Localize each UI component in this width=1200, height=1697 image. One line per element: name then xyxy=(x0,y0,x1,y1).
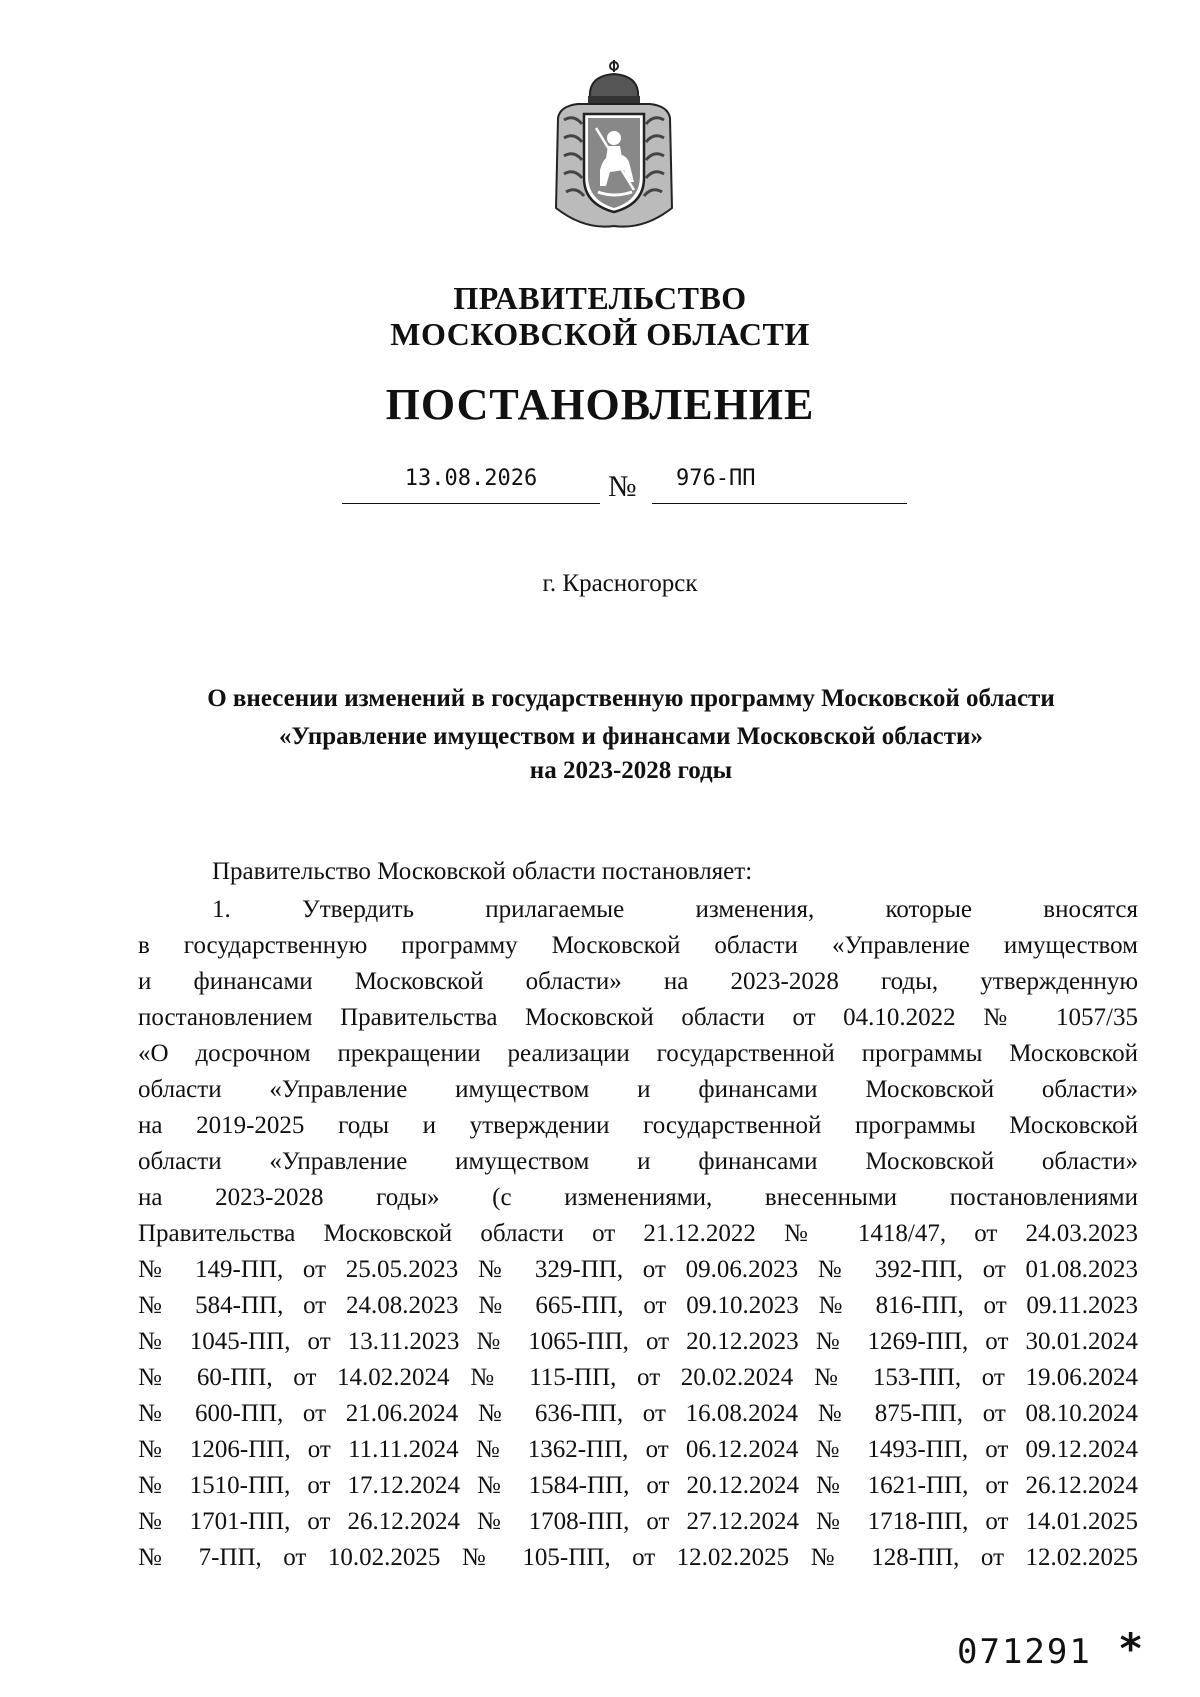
body-line: № 1206-ПП, от 11.11.2024 № 1362-ПП, от 06.12.2024 № 1493-ПП, от 09.12.2024 xyxy=(138,1436,1138,1463)
body-line: № 60-ПП, от 14.02.2024 № 115-ПП, от 20.02.2024 № 153-ПП, от 19.06.2024 xyxy=(138,1364,1138,1391)
document-type-title: ПОСТАНОВЛЕНИЕ xyxy=(385,380,815,429)
body-line: № 1045-ПП, от 13.11.2023 № 1065-ПП, от 20.12.2023 № 1269-ПП, от 30.01.2024 xyxy=(138,1328,1138,1355)
body-line: «О досрочном прекращении реализации государственной программы Московской xyxy=(138,1040,1138,1067)
subject-line: на 2023-2028 годы xyxy=(529,757,733,784)
asterisk-mark: * xyxy=(1118,1624,1144,1673)
body-line: в государственную программу Московской области «Управление имуществом xyxy=(138,932,1138,959)
coat-of-arms-icon xyxy=(548,58,680,230)
body-line: № 584-ПП, от 24.08.2023 № 665-ПП, от 09.10.2023 № 816-ПП, от 09.11.2023 xyxy=(138,1292,1138,1319)
body-line: области «Управление имуществом и финансами Московской области» xyxy=(138,1148,1138,1175)
body-line: № 1701-ПП, от 26.12.2024 № 1708-ПП, от 27.12.2024 № 1718-ПП, от 14.01.2025 xyxy=(138,1508,1138,1535)
subject-line: «Управление имуществом и финансами Московской области» xyxy=(279,723,983,750)
government-name-line1: ПРАВИТЕЛЬСТВО xyxy=(453,280,747,316)
number-underline xyxy=(652,503,907,504)
body-line: области «Управление имуществом и финансами Московской области» xyxy=(138,1076,1138,1103)
preamble: Правительство Московской области постановляет: xyxy=(212,858,753,885)
government-name-line2: МОСКОВСКОЙ ОБЛАСТИ xyxy=(390,316,810,352)
body-line: № 1510-ПП, от 17.12.2024 № 1584-ПП, от 20.12.2024 № 1621-ПП, от 26.12.2024 xyxy=(138,1472,1138,1499)
number-sign: № xyxy=(608,470,637,503)
body-line: № 7-ПП, от 10.02.2025 № 105-ПП, от 12.02.2025 № 128-ПП, от 12.02.2025 xyxy=(138,1544,1138,1571)
body-line: на 2019-2025 годы и утверждении государственной программы Московской xyxy=(138,1112,1138,1139)
body-line: Правительства Московской области от 21.12.2022 № 1418/47, от 24.03.2023 xyxy=(138,1220,1138,1247)
city-name: г. Красногорск xyxy=(542,570,698,597)
body-line: постановлением Правительства Московской области от 04.10.2022 № 1057/35 xyxy=(138,1004,1138,1031)
registration-number: 071291 xyxy=(957,1632,1092,1672)
body-line: на 2023-2028 годы» (с изменениями, внесенными постановлениями xyxy=(138,1184,1138,1211)
document-date: 13.08.2026 xyxy=(404,466,538,491)
body-line: 1. Утвердить прилагаемые изменения, которые вносятся xyxy=(212,896,1138,923)
body-line: и финансами Московской области» на 2023-2028 годы, утвержденную xyxy=(138,968,1138,995)
subject-line: О внесении изменений в государственную программу Московской области xyxy=(207,685,1055,712)
document-number: 976-ПП xyxy=(676,466,756,491)
date-underline xyxy=(342,503,600,504)
body-line: № 600-ПП, от 21.06.2024 № 636-ПП, от 16.08.2024 № 875-ПП, от 08.10.2024 xyxy=(138,1400,1138,1427)
body-line: № 149-ПП, от 25.05.2023 № 329-ПП, от 09.06.2023 № 392-ПП, от 01.08.2023 xyxy=(138,1256,1138,1283)
